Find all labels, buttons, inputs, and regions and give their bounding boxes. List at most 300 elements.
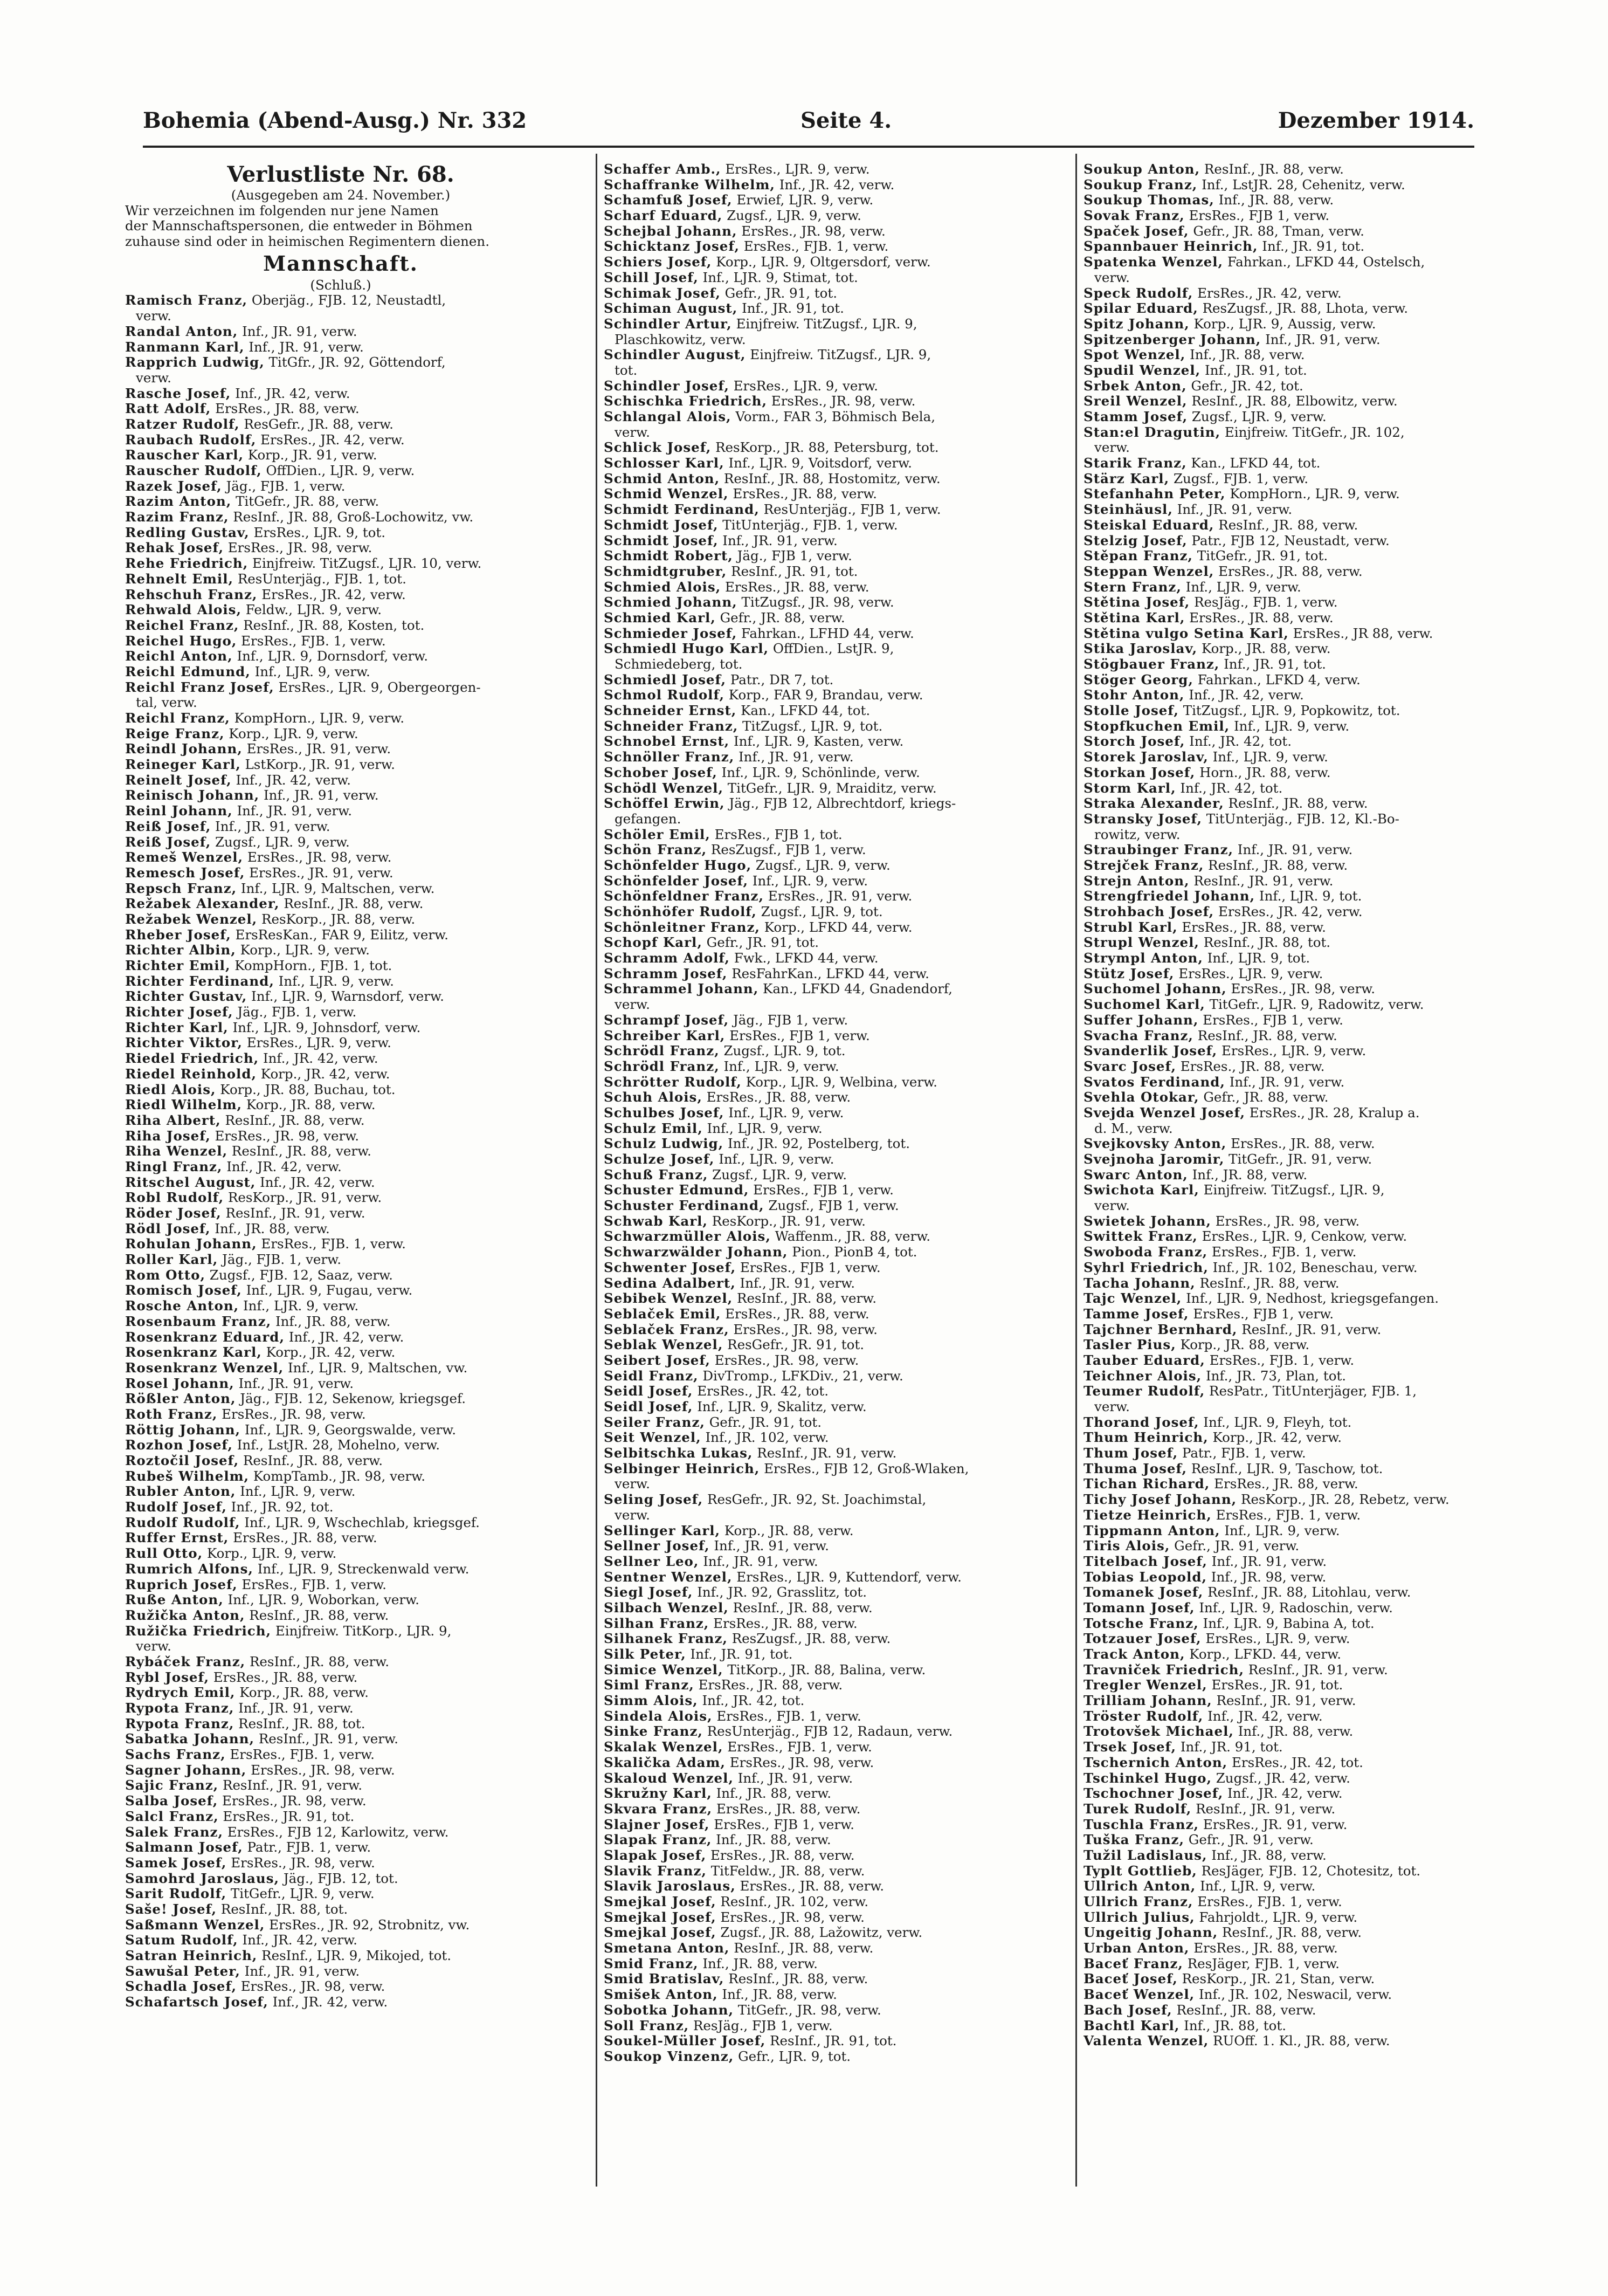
casualty-entry — [604, 981, 1035, 997]
casualty-details: Kan., LFKD 44, tot. — [736, 703, 871, 719]
casualty-entry — [125, 587, 556, 603]
casualty-name: Schulz Emil, — [604, 1120, 703, 1136]
casualty-entry — [125, 1051, 556, 1067]
casualty-name: Saše! Josef, — [125, 1901, 217, 1917]
casualty-entry — [125, 1067, 556, 1082]
casualty-entry — [125, 1840, 556, 1855]
casualty-entry — [604, 1028, 1035, 1044]
casualty-name: Seidl Josef, — [604, 1399, 693, 1414]
casualty-entry — [1083, 456, 1515, 471]
casualty-name: Sellner Leo, — [604, 1553, 699, 1569]
casualty-details: Gefr., JR. 91, verw. — [1184, 1832, 1314, 1848]
casualty-name: Straubinger Franz, — [1083, 842, 1234, 858]
casualty-details: Fahrkan., LFKD 44, Ostelsch, — [1223, 254, 1425, 270]
casualty-details: Inf., LJR. 9, verw. — [724, 1104, 844, 1120]
casualty-entry — [125, 850, 556, 865]
casualty-entry — [604, 1570, 1035, 1585]
casualty-name: Sovak Franz, — [1083, 208, 1185, 224]
casualty-entry — [1083, 904, 1515, 920]
casualty-details: Inf., LJR. 9, verw. — [714, 1151, 834, 1167]
casualty-name: Reinelt Josef, — [125, 772, 232, 788]
casualty-details: ErsRes., JR. 98, verw. — [716, 1909, 865, 1925]
casualty-name: Ullrich Franz, — [1083, 1894, 1193, 1909]
casualty-details: ErsRes., JR. 98, verw. — [737, 223, 886, 239]
casualty-entry — [604, 641, 1035, 657]
casualty-name: Schindler August, — [604, 347, 746, 363]
casualty-entry — [125, 835, 556, 850]
casualty-entry — [125, 1639, 556, 1654]
casualty-details: ErsRes., JR. 88, verw. — [1189, 1940, 1338, 1956]
casualty-details: TitZugsf., LJR. 9, Popkowitz, tot. — [1178, 703, 1400, 719]
casualty-details: verw. — [1094, 1399, 1130, 1414]
casualty-entry — [1083, 626, 1515, 642]
casualty-details: ResInf., JR. 88, verw. — [733, 1290, 877, 1307]
casualty-entry — [604, 1291, 1035, 1307]
casualty-name: Tomanek Josef, — [1083, 1584, 1204, 1600]
casualty-entry — [1083, 270, 1515, 286]
casualty-details: ErsRes., FJB 12, Groß-Wlaken, — [760, 1460, 969, 1476]
casualty-details: Gefr., JR. 91, verw. — [1170, 1538, 1300, 1554]
casualty-entry — [1083, 719, 1515, 734]
casualty-entry — [125, 1020, 556, 1036]
casualty-details: Inf., JR. 91, tot. — [686, 1646, 793, 1662]
casualty-entry — [1083, 193, 1515, 208]
casualty-name: Schneider Ernst, — [604, 703, 737, 719]
casualty-name: Richter Karl, — [125, 1019, 229, 1035]
casualty-entry — [1083, 858, 1515, 874]
casualty-entry — [125, 355, 556, 370]
casualty-details: Zugsf., LJR. 9, verw. — [722, 208, 861, 224]
casualty-details: ErsRes., JR. 88, verw. — [229, 1530, 377, 1546]
casualty-details: Jäg., FJB. 1, verw. — [222, 478, 346, 494]
casualty-entry — [125, 479, 556, 494]
casualty-entry — [604, 703, 1035, 719]
casualty-name: Smid Franz, — [604, 1955, 699, 1971]
intro-line: der Mannschaftspersonen, die entweder in Böhmen — [125, 218, 473, 234]
casualty-entry — [1083, 1616, 1515, 1632]
casualty-entry — [604, 1771, 1035, 1786]
casualty-details: Zugsf., JR. 88, Lažowitz, verw. — [716, 1924, 923, 1941]
casualty-details: Korp., LJR. 9, verw. — [236, 942, 370, 958]
casualty-details: Inf., LJR. 9, verw. — [702, 1120, 823, 1136]
casualty-entry — [604, 966, 1035, 982]
casualty-name: Schindler Artur, — [604, 315, 732, 332]
casualty-entry — [1083, 162, 1515, 177]
casualty-details: KompTamb., JR. 98, verw. — [249, 1468, 425, 1484]
casualty-entry — [604, 1647, 1035, 1662]
casualty-details: Jäg., FJB. 1, verw. — [233, 1004, 357, 1020]
casualty-name: Schwarzwälder Johann, — [604, 1244, 788, 1260]
casualty-details: Inf., JR. 88, verw. — [1188, 1166, 1308, 1183]
casualty-details: ErsRes., JR. 42, tot. — [1227, 1754, 1363, 1770]
casualty-name: Turek Rudolf, — [1083, 1800, 1192, 1817]
casualty-details: Zugsf., LJR. 9, tot. — [756, 904, 883, 919]
casualty-entry — [1083, 1322, 1515, 1338]
casualty-entry — [1083, 1879, 1515, 1894]
casualty-details: Patr., FJB. 1, verw. — [243, 1839, 371, 1855]
casualty-entry — [125, 1113, 556, 1129]
casualty-details: ResKorp., JR. 91, verw. — [224, 1190, 382, 1206]
casualty-details: ResInf., JR. 88, verw. — [1214, 517, 1358, 533]
casualty-details: ErsRes., JR. 98, verw. — [226, 1854, 375, 1871]
casualty-entry — [125, 803, 556, 819]
casualty-details: Gefr., JR. 91, tot. — [702, 934, 819, 951]
casualty-entry — [1083, 688, 1515, 703]
casualty-entry — [125, 1515, 556, 1531]
casualty-entry — [1083, 1864, 1515, 1879]
casualty-entry — [1083, 951, 1515, 966]
casualty-name: Sellner Josef, — [604, 1538, 710, 1554]
casualty-details: Inf., LJR. 9, Streckenwald verw. — [253, 1561, 470, 1577]
casualty-name: Satran Heinrich, — [125, 1948, 258, 1963]
casualty-entry — [125, 912, 556, 927]
casualty-details: ErsRes., JR. 88, verw. — [209, 1669, 358, 1685]
casualty-entry — [125, 680, 556, 696]
casualty-entry — [1083, 2018, 1515, 2034]
casualty-details: Inf., LJR. 9, verw. — [274, 973, 394, 989]
casualty-details: Inf., JR. 88, verw. — [717, 1986, 837, 2003]
casualty-entry — [1083, 889, 1515, 904]
casualty-details: Inf., JR. 91, verw. — [244, 339, 364, 355]
casualty-entry — [1083, 1121, 1515, 1137]
casualty-details: Jäg., FJB. 1, verw. — [218, 1252, 341, 1268]
casualty-details: Inf., LJR. 9, verw. — [239, 1298, 359, 1314]
casualty-entry — [125, 974, 556, 989]
casualty-entry — [1083, 1802, 1515, 1817]
casualty-name: Schill Josef, — [604, 269, 699, 285]
casualty-details: verw. — [136, 369, 171, 386]
casualty-name: Svanderlik Josef, — [1083, 1043, 1218, 1059]
intro-line: zuhause sind oder in heimischen Regimentern dienen. — [125, 233, 489, 250]
casualty-name: Slajner Josef, — [604, 1816, 710, 1832]
casualty-entry — [125, 1298, 556, 1314]
casualty-details: ResInf., JR. 91, verw. — [1212, 1693, 1356, 1709]
casualty-details: ResInf., JR. 91, verw. — [1244, 1661, 1388, 1678]
page-number: Seite 4. — [800, 108, 892, 133]
casualty-name: Schlosser Karl, — [604, 455, 724, 471]
casualty-details: Inf., JR. 91, tot. — [1219, 656, 1326, 672]
casualty-details: ErsRes., JR. 88, verw. — [706, 1847, 855, 1863]
casualty-entry — [1083, 1307, 1515, 1322]
casualty-name: Strengfriedel Johann, — [1083, 888, 1255, 904]
casualty-entry — [1083, 1399, 1515, 1415]
casualty-entry — [125, 1221, 556, 1237]
casualty-entry — [604, 564, 1035, 580]
casualty-details: Inf., JR. 91, verw. — [734, 749, 854, 765]
casualty-entry — [604, 595, 1035, 610]
casualty-entry — [1083, 1276, 1515, 1291]
casualty-entry — [604, 1198, 1035, 1214]
casualty-name: Ritschel August, — [125, 1174, 256, 1190]
casualty-details: ErsRes., FJB. 1, verw. — [237, 1576, 387, 1592]
casualty-details: TitGefr., LJR. 9, Mraiditz, verw. — [723, 780, 937, 796]
casualty-entry — [125, 1624, 556, 1639]
casualty-name: Speck Rudolf, — [1083, 285, 1193, 301]
casualty-name: Schischka Friedrich, — [604, 393, 768, 409]
casualty-details: ErsRes., LJR. 9, tot. — [249, 524, 386, 540]
casualty-name: Schiers Josef, — [604, 254, 712, 270]
casualty-name: Stefanhahn Peter, — [1083, 486, 1226, 502]
casualty-entry — [604, 2003, 1035, 2018]
casualty-entry — [604, 2033, 1035, 2049]
casualty-details: Inf., JR. 102, verw. — [701, 1429, 829, 1446]
casualty-name: Steinhäusl, — [1083, 501, 1173, 518]
casualty-details: ErsRes., JR. 98, verw. — [224, 540, 372, 556]
casualty-name: Bachtl Karl, — [1083, 2017, 1180, 2033]
section-note: (Schluß.) — [310, 277, 371, 293]
casualty-name: Sajic Franz, — [125, 1777, 219, 1793]
casualty-details: Inf., LJR. 9, verw. — [719, 1058, 839, 1074]
casualty-details: Zugsf., LJR. 9, verw. — [751, 857, 891, 873]
casualty-name: Riedel Friedrich, — [125, 1050, 259, 1067]
casualty-entry — [1083, 394, 1515, 409]
casualty-entry — [125, 602, 556, 618]
casualty-name: Spilar Eduard, — [1083, 300, 1198, 317]
casualty-name: Schmied Karl, — [604, 609, 716, 625]
casualty-entry — [604, 1879, 1035, 1894]
casualty-entry — [1083, 2003, 1515, 2018]
casualty-name: Strohbach Josef, — [1083, 904, 1214, 919]
casualty-details: ResInf., JR. 88, verw. — [227, 1143, 371, 1159]
casualty-name: Simice Wenzel, — [604, 1661, 723, 1678]
casualty-entry — [604, 1925, 1035, 1941]
casualty-details: Inf., JR. 92, Grasslitz, tot. — [693, 1584, 867, 1600]
casualty-entry — [604, 1987, 1035, 2003]
casualty-entry — [604, 1415, 1035, 1431]
casualty-entry — [604, 1214, 1035, 1229]
casualty-entry — [1083, 363, 1515, 379]
casualty-details: ResFahrKan., LFKD 44, verw. — [727, 965, 929, 981]
casualty-entry — [125, 1469, 556, 1484]
casualty-details: TitFeldw., JR. 88, verw. — [706, 1862, 865, 1879]
casualty-name: Sedina Adalbert, — [604, 1275, 736, 1291]
casualty-details: ErsRes., FJB 1, verw. — [709, 1816, 854, 1832]
casualty-entry — [604, 239, 1035, 255]
casualty-name: Raubach Rudolf, — [125, 431, 257, 448]
casualty-entry — [1083, 533, 1515, 549]
casualty-details: Gefr., JR. 91, tot. — [705, 1414, 822, 1430]
casualty-entry — [1083, 1167, 1515, 1183]
casualty-entry — [1083, 440, 1515, 456]
casualty-entry — [125, 572, 556, 587]
casualty-entry — [604, 270, 1035, 286]
casualty-entry — [125, 1917, 556, 1933]
casualty-details: Inf., JR. 91, verw. — [1207, 1553, 1327, 1569]
casualty-details: ErsRes., JR. 88, verw. — [709, 1615, 858, 1631]
casualty-name: Totsche Franz, — [1083, 1615, 1199, 1631]
casualty-entry — [1083, 1538, 1515, 1554]
casualty-details: Gefr., LJR. 9, tot. — [734, 2048, 851, 2064]
casualty-name: Soll Franz, — [604, 2017, 689, 2033]
casualty-name: Schlick Josef, — [604, 439, 712, 456]
casualty-entry — [1083, 1631, 1515, 1647]
casualty-details: Inf., JR. 42, verw. — [256, 1174, 375, 1190]
casualty-entry — [125, 1252, 556, 1268]
casualty-entry — [604, 162, 1035, 177]
casualty-details: Inf., JR. 42, tot. — [698, 1693, 805, 1709]
casualty-name: Reige Franz, — [125, 725, 225, 741]
casualty-name: Storm Karl, — [1083, 780, 1176, 796]
casualty-entry — [125, 1793, 556, 1809]
casualty-entry — [125, 1577, 556, 1593]
casualty-name: Schamfuß Josef, — [604, 192, 733, 208]
casualty-name: Smetana Anton, — [604, 1940, 730, 1956]
casualty-entry — [604, 920, 1035, 936]
casualty-name: Thum Heinrich, — [1083, 1429, 1209, 1446]
casualty-entry — [604, 1090, 1035, 1105]
casualty-entry — [604, 301, 1035, 317]
casualty-name: Schuster Edmund, — [604, 1182, 749, 1198]
casualty-name: Spitzenberger Johann, — [1083, 331, 1261, 347]
casualty-entry — [604, 1971, 1035, 1987]
casualty-details: ErsRes., LJR. 9, Kuttendorf, verw. — [732, 1569, 962, 1585]
casualty-entry — [1083, 672, 1515, 688]
casualty-name: Schnobel Ernst, — [604, 733, 730, 750]
casualty-entry — [604, 1136, 1035, 1152]
casualty-entry — [1083, 1771, 1515, 1786]
casualty-entry — [125, 525, 556, 541]
casualty-name: Swietek Johann, — [1083, 1213, 1211, 1229]
casualty-name: Reinl Johann, — [125, 803, 233, 819]
casualty-name: Ratzer Rudolf, — [125, 416, 240, 432]
casualty-name: Schrammel Johann, — [604, 981, 759, 997]
casualty-entry — [1083, 1693, 1515, 1709]
casualty-name: Sentner Wenzel, — [604, 1569, 733, 1585]
casualty-details: ErsRes., JR. 88, verw. — [712, 1800, 861, 1817]
casualty-details: ErsRes., JR. 88, verw. — [1214, 563, 1363, 579]
casualty-entry — [125, 540, 556, 556]
casualty-details: tot. — [615, 362, 638, 378]
casualty-details: Inf., JR. 91, verw. — [211, 818, 330, 834]
casualty-entry — [604, 332, 1035, 348]
casualty-entry — [604, 317, 1035, 332]
casualty-entry — [604, 1276, 1035, 1291]
casualty-name: Smišek Anton, — [604, 1986, 718, 2003]
casualty-entry — [1083, 796, 1515, 812]
column-3 — [1083, 162, 1515, 2049]
casualty-entry — [1083, 1894, 1515, 1910]
casualty-details: verw. — [615, 1476, 650, 1492]
casualty-name: Schuster Ferdinand, — [604, 1198, 764, 1214]
casualty-name: Rosenkranz Eduard, — [125, 1329, 285, 1345]
casualty-details: Inf., JR. 91, verw. — [1225, 1074, 1345, 1090]
casualty-name: Ruße Anton, — [125, 1592, 224, 1608]
casualty-entry — [1083, 812, 1515, 827]
casualty-entry — [604, 379, 1035, 394]
casualty-entry — [1083, 1183, 1515, 1198]
casualty-details: verw. — [136, 1638, 171, 1654]
casualty-details: Inf., LJR. 9, Voitsdorf, verw. — [724, 455, 912, 471]
casualty-entry — [125, 1190, 556, 1206]
casualty-name: Smejkal Josef, — [604, 1924, 716, 1941]
casualty-details: Einjfreiw. TitZugsf., LJR. 9, — [1199, 1182, 1385, 1198]
casualty-name: Schramm Josef, — [604, 965, 728, 981]
casualty-entry — [1083, 1662, 1515, 1678]
casualty-details: Inf., JR. 88, verw. — [210, 1220, 330, 1236]
casualty-details: Korp., JR. 88, verw. — [1176, 1337, 1310, 1353]
casualty-name: Trsek Josef, — [1083, 1739, 1177, 1755]
casualty-name: Slavik Franz, — [604, 1862, 707, 1879]
casualty-details: Inf., JR. 92, Postelberg, tot. — [723, 1136, 910, 1152]
casualty-entry — [125, 1035, 556, 1051]
casualty-entry — [1083, 1214, 1515, 1229]
casualty-entry — [604, 1461, 1035, 1477]
casualty-details: ErsRes., JR. 91, verw. — [245, 864, 394, 881]
casualty-name: Schödl Wenzel, — [604, 780, 723, 796]
casualty-name: Seblak Wenzel, — [604, 1337, 723, 1353]
casualty-name: Schadla Josef, — [125, 1978, 237, 1995]
casualty-details: ResGefr., JR. 91, tot. — [723, 1337, 865, 1353]
casualty-details: ErsRes., LJR. 9, verw. — [721, 162, 870, 177]
casualty-details: ErsRes., JR. 88, verw. — [1177, 919, 1326, 935]
casualty-details: Inf., LJR. 9, verw. — [748, 872, 868, 889]
casualty-name: Riha Albert, — [125, 1112, 221, 1128]
casualty-entry — [1083, 379, 1515, 394]
casualty-entry — [125, 634, 556, 649]
casualty-details: Inf., JR. 91, verw. — [240, 1963, 360, 1979]
casualty-details: Gefr., JR. 88, verw. — [715, 609, 845, 625]
casualty-details: Inf., JR. 91, tot. — [1176, 1739, 1283, 1755]
casualty-details: Schmiedeberg, tot. — [615, 656, 743, 672]
casualty-name: Rauscher Rudolf, — [125, 463, 262, 478]
casualty-entry — [125, 1407, 556, 1422]
masthead: Bohemia (Abend-Ausg.) Nr. 332 — [143, 108, 527, 133]
casualty-name: Romisch Josef, — [125, 1282, 242, 1298]
casualty-details: ErsRes., JR. 88, verw. — [1185, 609, 1334, 625]
casualty-details: Vorm., FAR 3, Böhmisch Bela, — [731, 409, 936, 424]
casualty-entry — [1083, 935, 1515, 951]
casualty-entry — [1083, 874, 1515, 889]
header-rule — [143, 146, 1474, 148]
casualty-name: Rull Otto, — [125, 1545, 203, 1562]
casualty-details: Inf., LJR. 9, verw. — [236, 1483, 356, 1500]
casualty-entry — [604, 533, 1035, 549]
casualty-details: Jäg., FJB 1, verw. — [729, 1012, 848, 1028]
casualty-details: Gefr., JR. 88, Tman, verw. — [1189, 223, 1364, 239]
casualty-entry — [604, 1662, 1035, 1678]
casualty-entry — [1083, 1337, 1515, 1353]
casualty-details: Inf., LJR. 9, Nedhost, kriegsgefangen. — [1182, 1290, 1439, 1307]
casualty-details: Jäg., FJB 1, verw. — [733, 548, 852, 564]
casualty-entry — [125, 1825, 556, 1840]
casualty-entry — [1083, 1229, 1515, 1245]
casualty-name: Tajchner Bernhard, — [1083, 1321, 1238, 1337]
casualty-entry — [1083, 1384, 1515, 1399]
casualty-name: Suchomel Johann, — [1083, 981, 1227, 997]
casualty-entry — [604, 796, 1035, 812]
casualty-entry — [1083, 1152, 1515, 1167]
casualty-entry — [1083, 580, 1515, 595]
casualty-entry — [1083, 1740, 1515, 1755]
casualty-details: ErsRes., JR. 91, tot. — [218, 1808, 355, 1824]
casualty-name: Skalak Wenzel, — [604, 1739, 723, 1755]
casualty-details: ResInf., JR. 88, verw. — [729, 1940, 874, 1956]
casualty-entry — [1083, 1755, 1515, 1771]
casualty-name: Stěpan Franz, — [1083, 548, 1193, 564]
casualty-name: Ullrich Julius, — [1083, 1909, 1195, 1925]
casualty-name: Schafartsch Josef, — [125, 1994, 268, 2010]
casualty-details: Gefr., JR. 88, verw. — [1199, 1089, 1329, 1105]
casualty-name: Svejda Wenzel Josef, — [1083, 1104, 1246, 1120]
casualty-details: ErsRes., FJB. 1, verw. — [225, 1747, 375, 1763]
casualty-details: Korp., JR. 88, verw. — [1197, 641, 1331, 657]
casualty-entry — [604, 1043, 1035, 1059]
casualty-details: ErsRes., LJR. 9, Obergeorgen- — [274, 679, 481, 695]
casualty-name: Ratt Adolf, — [125, 401, 211, 417]
casualty-name: Tietze Heinrich, — [1083, 1507, 1212, 1523]
casualty-details: ErsRes., JR. 98, verw. — [217, 1406, 366, 1422]
casualty-details: ErsRes., JR. 91, tot. — [1207, 1677, 1343, 1693]
